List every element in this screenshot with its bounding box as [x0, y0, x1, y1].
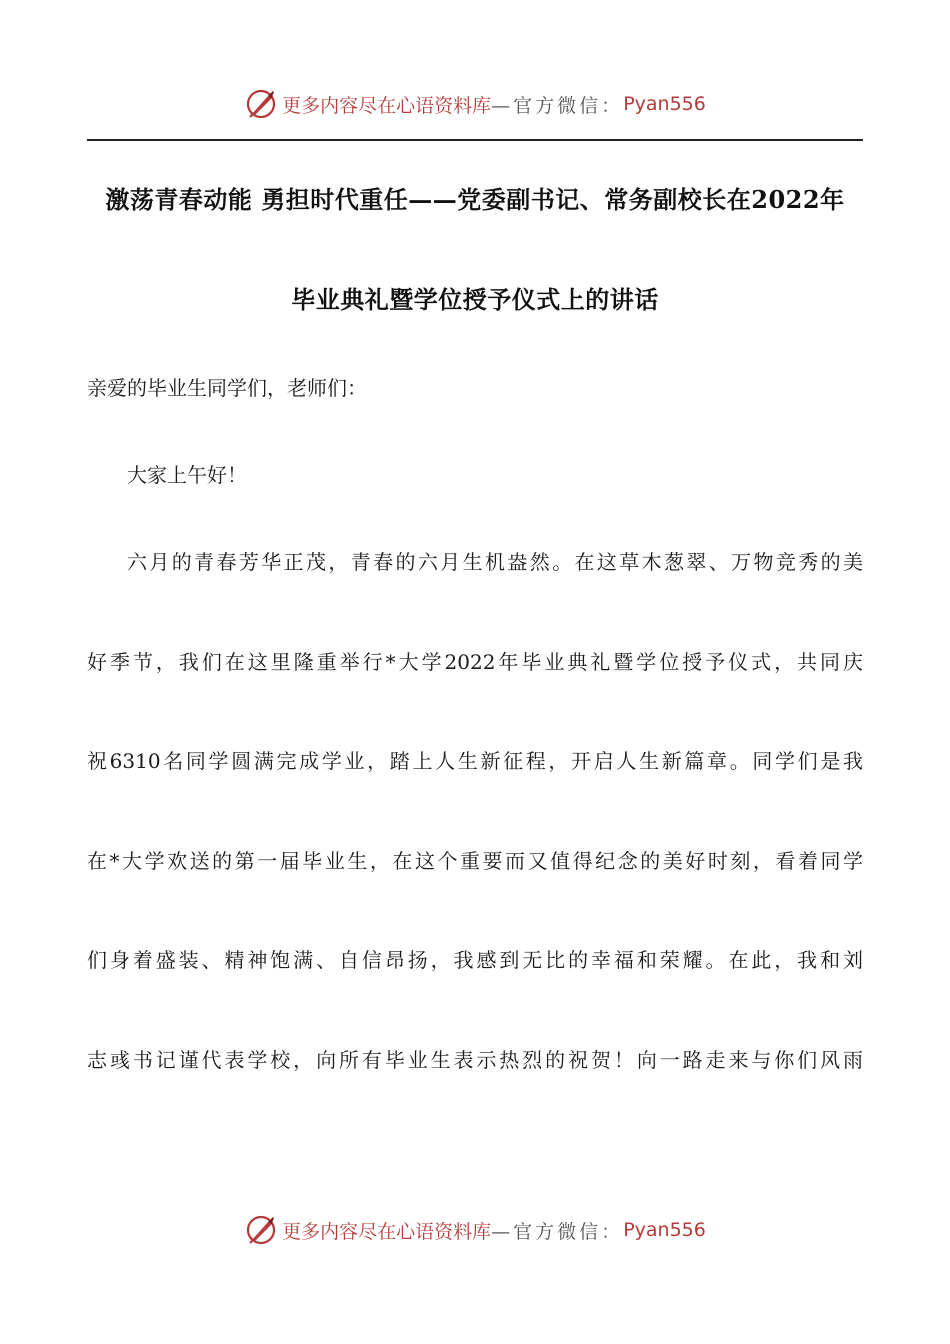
document-title-line-1: 激荡青春动能 勇担时代重任——党委副书记、常务副校长在2022年 [105, 185, 845, 214]
body-line-2: 好季节，我们在这里隆重举行*大学2022年毕业典礼暨学位授予仪式，共同庆 [87, 650, 863, 674]
banner-wechat-label: —官方微信： [491, 94, 624, 117]
header-banner [0, 82, 950, 126]
body-line-4: 在*大学欢送的第一届毕业生，在这个重要而又值得纪念的美好时刻，看着同学 [87, 849, 863, 873]
header-divider [87, 139, 863, 141]
body-line-1: 六月的青春芳华正茂，青春的六月生机盎然。在这草木葱翠、万物竞秀的美 [127, 550, 863, 574]
quill-pen-logo-icon [244, 1213, 278, 1247]
banner-site-name: 更多内容尽在心语资料库 [282, 1220, 492, 1243]
banner-wechat-id: Pyan556 [623, 93, 706, 115]
body-line-3: 祝6310名同学圆满完成学业，踏上人生新征程，开启人生新篇章。同学们是我 [87, 749, 863, 773]
banner-wechat-label: —官方微信： [491, 1220, 624, 1243]
body-line-5: 们身着盛装、精神饱满、自信昂扬，我感到无比的幸福和荣耀。在此，我和刘 [87, 948, 863, 972]
quill-pen-logo-icon [244, 87, 278, 121]
footer-banner [0, 1208, 950, 1252]
body-line-6: 志彧书记谨代表学校，向所有毕业生表示热烈的祝贺！向一路走来与你们风雨 [87, 1048, 863, 1072]
document-title-line-2: 毕业典礼暨学位授予仪式上的讲话 [291, 285, 659, 314]
salutation: 亲爱的毕业生同学们，老师们： [87, 376, 367, 400]
banner-site-name: 更多内容尽在心语资料库 [282, 94, 492, 117]
greeting: 大家上午好！ [127, 463, 247, 487]
banner-wechat-id: Pyan556 [623, 1219, 706, 1241]
